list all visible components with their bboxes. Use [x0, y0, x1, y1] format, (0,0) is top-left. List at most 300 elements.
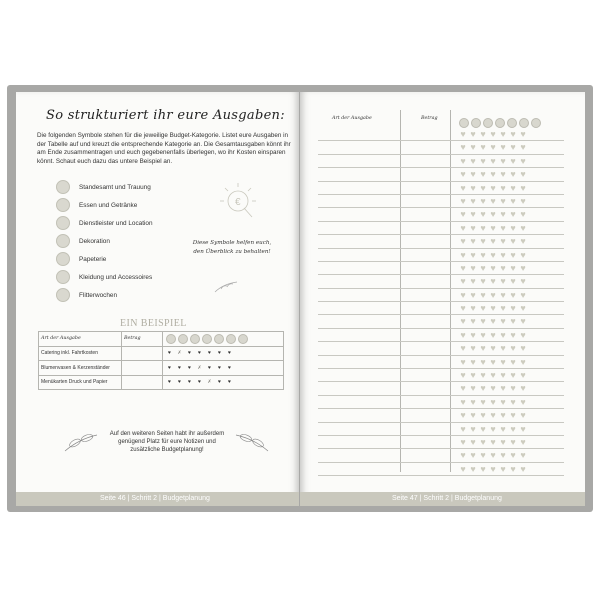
heart-icon: ♥	[490, 142, 496, 153]
heart-icon: ♥	[500, 289, 506, 300]
table-row	[318, 195, 564, 208]
heart-icon: ♥	[520, 343, 526, 354]
page-title: So strukturiert ihr eure Ausgaben:	[46, 108, 285, 123]
heart-icon: ♥	[500, 329, 506, 340]
heart-icon: ♥	[470, 236, 476, 247]
heart-icon: ♥	[490, 383, 496, 394]
category-list	[56, 178, 153, 304]
row-hearts	[458, 437, 528, 447]
heart-icon: ♥	[520, 356, 526, 367]
heart-icon: ♥	[470, 142, 476, 153]
heart-icon: ♥	[480, 356, 486, 367]
row-hearts	[458, 250, 528, 260]
heart-icon: ♥	[510, 142, 516, 153]
rings-icon	[56, 180, 70, 194]
category-label: Dienstleister und Location	[79, 219, 153, 227]
heart-icon: ♥	[460, 303, 466, 314]
heart-icon: ♥	[460, 450, 466, 461]
heart-icon: ♥	[218, 364, 222, 371]
heart-icon: ♥	[460, 463, 466, 474]
category-label: Essen und Getränke	[79, 201, 138, 209]
heart-icon: ♥	[500, 155, 506, 166]
heart-icon: ♥	[470, 222, 476, 233]
heart-icon: ♥	[178, 379, 182, 386]
row-hearts	[458, 357, 528, 367]
col-item-header: Art der Ausgabe	[39, 332, 122, 347]
heart-icon: ♥	[490, 262, 496, 273]
example-table	[38, 331, 284, 390]
heart-icon: ♥	[520, 396, 526, 407]
table-row	[318, 262, 564, 275]
heart-icon: ♥	[510, 356, 516, 367]
heart-icon: ♥	[460, 169, 466, 180]
heart-icon: ♥	[460, 329, 466, 340]
heart-icon: ♥	[510, 410, 516, 421]
heart-icon: ♥	[520, 450, 526, 461]
heart-icon: ♥	[510, 463, 516, 474]
heart-icon: ♥	[520, 142, 526, 153]
heart-icon: ♥	[470, 129, 476, 139]
heart-icon: ♥	[470, 436, 476, 447]
heart-icon: ♥	[470, 262, 476, 273]
heart-icon: ♥	[470, 276, 476, 287]
heart-icon: ♥	[208, 350, 212, 357]
heart-icon: ♥	[460, 316, 466, 327]
heart-icon: ♥	[480, 396, 486, 407]
heart-icon: ♥	[500, 370, 506, 381]
table-row	[318, 382, 564, 395]
footer-right: Seite 47 | Schritt 2 | Budgetplanung	[300, 492, 585, 506]
table-row	[318, 128, 564, 141]
right-page	[300, 92, 585, 506]
heart-icon: ♥	[510, 383, 516, 394]
heart-icon: ♥	[178, 364, 182, 371]
row-hearts	[163, 361, 284, 376]
intro-paragraph: Die folgenden Symbole stehen für die jeweilige Budget-Kategorie. Listet eure Ausgaben in der Tabelle auf und kreuzt die entsprechende Kategorie an. Die Gesamtausgaben könnt ihr am Ende zusammentragen und euch gegebenenfalls überlegen, wo ihr Kosten einsparen könnt. Schaut euch dazu das untere Beispiel an.	[37, 132, 291, 165]
row-amount	[122, 361, 163, 376]
heart-icon: ♥	[460, 370, 466, 381]
table-row	[39, 346, 284, 361]
heart-icon: ♥	[460, 155, 466, 166]
heart-icon: ♥	[510, 182, 516, 193]
row-hearts	[458, 236, 528, 246]
col-item-header: Art der Ausgabe	[332, 116, 372, 121]
heart-icon: ♥	[520, 262, 526, 273]
row-amount	[122, 346, 163, 361]
heart-icon: ♥	[470, 343, 476, 354]
row-hearts	[458, 196, 528, 206]
heart-icon: ♥	[460, 356, 466, 367]
table-row	[318, 409, 564, 422]
heart-icon: ♥	[460, 129, 466, 139]
heart-icon: ♥	[510, 209, 516, 220]
heart-icon: ♥	[490, 222, 496, 233]
heart-icon: ♥	[510, 249, 516, 260]
leaf-icon	[213, 280, 239, 294]
heart-icon: ♥	[510, 423, 516, 434]
row-hearts	[458, 410, 528, 420]
heart-icon: ♥	[470, 182, 476, 193]
heart-icon: ♥	[490, 463, 496, 474]
heart-icon: ♥	[460, 249, 466, 260]
table-row	[318, 222, 564, 235]
category-item	[56, 232, 153, 250]
heart-icon: ♥	[470, 423, 476, 434]
row-hearts	[458, 276, 528, 286]
heart-icon: ♥	[490, 423, 496, 434]
heart-icon: ♥	[500, 423, 506, 434]
row-hearts	[458, 450, 528, 460]
table-row	[318, 155, 564, 168]
table-row	[318, 369, 564, 382]
table-row	[318, 249, 564, 262]
heart-icon: ♥	[510, 262, 516, 273]
heart-icon: ♥	[510, 276, 516, 287]
heart-icon: ♥	[470, 249, 476, 260]
heart-icon: ♥	[500, 142, 506, 153]
heart-icon: ♥	[510, 436, 516, 447]
heart-icon: ♥	[490, 410, 496, 421]
row-hearts	[458, 370, 528, 380]
heart-icon: ♥	[510, 370, 516, 381]
heart-icon: ♥	[168, 379, 172, 386]
right-table-rows	[318, 128, 564, 476]
table-row	[318, 329, 564, 342]
row-hearts	[458, 343, 528, 353]
heart-icon: ♥	[460, 383, 466, 394]
row-hearts	[163, 346, 284, 361]
heart-icon: ♥	[490, 236, 496, 247]
heart-icon: ♥	[480, 236, 486, 247]
heart-icon: ♥	[520, 316, 526, 327]
heart-icon: ♥	[520, 289, 526, 300]
heart-icon: ♥	[520, 169, 526, 180]
col-amount-header: Betrag	[421, 116, 438, 121]
heart-icon: ♥	[500, 222, 506, 233]
heart-icon: ♥	[520, 129, 526, 139]
heart-icon: ♥	[510, 303, 516, 314]
heart-icon: ♥	[480, 343, 486, 354]
footer-left: Seite 46 | Schritt 2 | Budgetplanung	[16, 492, 299, 506]
heart-icon: ♥	[500, 182, 506, 193]
table-row	[318, 356, 564, 369]
heart-icon: ♥	[520, 276, 526, 287]
heart-icon: ♥	[460, 343, 466, 354]
row-hearts	[458, 169, 528, 179]
heart-icon: ♥	[520, 383, 526, 394]
heart-icon: ♥	[490, 396, 496, 407]
palm-icon	[56, 288, 70, 302]
heart-icon: ♥	[500, 396, 506, 407]
heart-icon: ♥	[500, 463, 506, 474]
lightbulb-icon	[214, 177, 262, 225]
row-hearts	[458, 183, 528, 193]
heart-icon: ♥	[460, 236, 466, 247]
heart-icon: ♥	[520, 236, 526, 247]
heart-icon: ♥	[480, 262, 486, 273]
row-amount	[122, 375, 163, 390]
row-hearts	[458, 263, 528, 273]
left-page	[16, 92, 299, 506]
cloche-icon	[56, 198, 70, 212]
heart-icon: ♥	[500, 276, 506, 287]
row-hearts	[458, 290, 528, 300]
category-label: Papeterie	[79, 255, 107, 263]
heart-icon: ♥	[480, 410, 486, 421]
heart-icon: ♥	[510, 289, 516, 300]
table-row	[39, 375, 284, 390]
script-note: Diese Symbole helfen euch, den Überblick zu behalten!	[192, 240, 272, 255]
table-row	[318, 449, 564, 462]
row-item: Menükarten Druck und Papier	[39, 375, 122, 390]
category-item	[56, 286, 153, 304]
heart-icon: ♥	[218, 379, 222, 386]
heart-icon: ♥	[520, 303, 526, 314]
heart-icon: ♥	[480, 249, 486, 260]
heart-icon: ♥	[490, 129, 496, 139]
category-item	[56, 196, 153, 214]
category-item	[56, 250, 153, 268]
heart-icon: ♥	[470, 169, 476, 180]
table-row	[318, 463, 564, 476]
dress-icon	[56, 270, 70, 284]
heart-icon: ♥	[490, 209, 496, 220]
heart-icon: ♥	[500, 262, 506, 273]
table-row	[318, 275, 564, 288]
heart-icon: ♥	[500, 410, 506, 421]
notes-text: Auf den weiteren Seiten habt ihr außerdem genügend Platz für eure Notizen und zusätzliche Budgetplanung!	[109, 431, 225, 454]
row-hearts	[458, 209, 528, 219]
heart-icon: ♥	[510, 236, 516, 247]
row-hearts	[458, 156, 528, 166]
heart-icon: ♥	[500, 316, 506, 327]
category-icons-header	[163, 332, 284, 347]
heart-icon: ♥	[460, 262, 466, 273]
heart-icon: ♥	[520, 155, 526, 166]
heart-icon: ♥	[470, 329, 476, 340]
heart-icon: ♥	[520, 370, 526, 381]
leaf-right-icon	[232, 429, 272, 455]
right-table-header	[318, 114, 564, 128]
heart-icon: ♥	[470, 195, 476, 206]
row-hearts	[458, 397, 528, 407]
heart-icon: ♥	[510, 155, 516, 166]
heart-icon: ♥	[470, 396, 476, 407]
heart-crossed-icon: ✗	[207, 379, 213, 386]
category-item	[56, 214, 153, 232]
heart-icon: ♥	[218, 350, 222, 357]
heart-icon: ♥	[520, 182, 526, 193]
heart-icon: ♥	[228, 350, 232, 357]
heart-icon: ♥	[510, 129, 516, 139]
heart-icon: ♥	[490, 450, 496, 461]
row-hearts	[458, 424, 528, 434]
heart-icon: ♥	[510, 195, 516, 206]
row-hearts	[458, 464, 528, 474]
heart-icon: ♥	[470, 450, 476, 461]
camera-icon	[56, 216, 70, 230]
heart-icon: ♥	[460, 436, 466, 447]
heart-icon: ♥	[470, 463, 476, 474]
heart-icon: ♥	[490, 356, 496, 367]
heart-icon: ♥	[228, 379, 232, 386]
heart-icon: ♥	[480, 463, 486, 474]
heart-icon: ♥	[480, 195, 486, 206]
heart-icon: ♥	[520, 329, 526, 340]
heart-icon: ♥	[500, 436, 506, 447]
heart-icon: ♥	[480, 316, 486, 327]
table-row	[318, 289, 564, 302]
heart-icon: ♥	[490, 303, 496, 314]
heart-icon: ♥	[198, 350, 202, 357]
heart-icon: ♥	[500, 236, 506, 247]
category-item	[56, 178, 153, 196]
heart-icon: ♥	[460, 209, 466, 220]
heart-icon: ♥	[490, 249, 496, 260]
heart-icon: ♥	[168, 364, 172, 371]
heart-icon: ♥	[188, 350, 192, 357]
heart-icon: ♥	[510, 222, 516, 233]
heart-icon: ♥	[470, 303, 476, 314]
heart-icon: ♥	[480, 142, 486, 153]
heart-icon: ♥	[168, 350, 172, 357]
heart-icon: ♥	[480, 383, 486, 394]
heart-icon: ♥	[460, 182, 466, 193]
heart-crossed-icon: ✗	[177, 350, 183, 357]
leaf-left-icon	[61, 429, 101, 455]
category-label: Dekoration	[79, 237, 110, 245]
heart-icon: ♥	[460, 195, 466, 206]
category-label: Standesamt und Trauung	[79, 183, 151, 191]
table-row	[318, 396, 564, 409]
heart-icon: ♥	[480, 289, 486, 300]
heart-icon: ♥	[460, 410, 466, 421]
heart-icon: ♥	[470, 209, 476, 220]
heart-icon: ♥	[520, 423, 526, 434]
row-hearts	[458, 129, 528, 139]
col-amount-header: Betrag	[122, 332, 163, 347]
table-row	[318, 342, 564, 355]
table-row	[318, 315, 564, 328]
table-row	[318, 423, 564, 436]
heart-icon: ♥	[500, 356, 506, 367]
heart-icon: ♥	[480, 329, 486, 340]
table-row	[318, 208, 564, 221]
heart-icon: ♥	[470, 316, 476, 327]
example-heading: EIN BEISPIEL	[120, 318, 187, 329]
heart-icon: ♥	[520, 436, 526, 447]
heart-icon: ♥	[510, 450, 516, 461]
heart-icon: ♥	[188, 379, 192, 386]
heart-icon: ♥	[470, 356, 476, 367]
category-label: Flitterwochen	[79, 291, 118, 299]
heart-icon: ♥	[500, 303, 506, 314]
heart-icon: ♥	[500, 195, 506, 206]
heart-icon: ♥	[510, 329, 516, 340]
row-hearts	[458, 223, 528, 233]
heart-icon: ♥	[500, 450, 506, 461]
heart-icon: ♥	[480, 209, 486, 220]
example-table-header	[39, 332, 284, 347]
heart-icon: ♥	[460, 276, 466, 287]
heart-icon: ♥	[500, 129, 506, 139]
heart-icon: ♥	[480, 436, 486, 447]
heart-icon: ♥	[480, 182, 486, 193]
letter-icon	[56, 252, 70, 266]
row-item: Catering inkl. Fahrtkosten	[39, 346, 122, 361]
heart-icon: ♥	[520, 410, 526, 421]
heart-icon: ♥	[520, 209, 526, 220]
heart-icon: ♥	[480, 129, 486, 139]
heart-icon: ♥	[520, 222, 526, 233]
row-item: Blumenvasen & Kerzenständer	[39, 361, 122, 376]
table-row	[318, 302, 564, 315]
heart-icon: ♥	[198, 379, 202, 386]
table-row	[318, 168, 564, 181]
heart-icon: ♥	[510, 343, 516, 354]
heart-icon: ♥	[500, 209, 506, 220]
heart-icon: ♥	[520, 249, 526, 260]
heart-icon: ♥	[480, 169, 486, 180]
heart-icon: ♥	[460, 396, 466, 407]
heart-icon: ♥	[480, 276, 486, 287]
heart-icon: ♥	[490, 436, 496, 447]
heart-icon: ♥	[490, 370, 496, 381]
category-item	[56, 268, 153, 286]
heart-icon: ♥	[480, 370, 486, 381]
heart-icon: ♥	[480, 423, 486, 434]
heart-icon: ♥	[510, 396, 516, 407]
heart-icon: ♥	[470, 155, 476, 166]
category-label: Kleidung und Accessoires	[79, 273, 153, 281]
row-hearts	[458, 330, 528, 340]
heart-icon: ♥	[520, 463, 526, 474]
row-hearts	[163, 375, 284, 390]
heart-icon: ♥	[460, 289, 466, 300]
table-row	[318, 182, 564, 195]
heart-icon: ♥	[500, 383, 506, 394]
heart-icon: ♥	[490, 195, 496, 206]
heart-icon: ♥	[460, 423, 466, 434]
heart-icon: ♥	[510, 169, 516, 180]
heart-icon: ♥	[480, 303, 486, 314]
heart-icon: ♥	[460, 142, 466, 153]
heart-icon: ♥	[510, 316, 516, 327]
heart-icon: ♥	[520, 195, 526, 206]
heart-icon: ♥	[490, 276, 496, 287]
heart-icon: ♥	[490, 316, 496, 327]
row-hearts	[458, 383, 528, 393]
row-hearts	[458, 303, 528, 313]
heart-icon: ♥	[470, 289, 476, 300]
heart-icon: ♥	[480, 450, 486, 461]
heart-icon: ♥	[208, 364, 212, 371]
heart-icon: ♥	[500, 169, 506, 180]
heart-icon: ♥	[500, 249, 506, 260]
heart-icon: ♥	[470, 410, 476, 421]
heart-icon: ♥	[460, 222, 466, 233]
row-hearts	[458, 316, 528, 326]
svg-text:€: €	[235, 197, 241, 208]
heart-icon: ♥	[500, 343, 506, 354]
heart-icon: ♥	[470, 383, 476, 394]
table-row	[318, 235, 564, 248]
heart-icon: ♥	[490, 343, 496, 354]
heart-icon: ♥	[470, 370, 476, 381]
heart-icon: ♥	[490, 182, 496, 193]
heart-icon: ♥	[490, 289, 496, 300]
heart-icon: ♥	[490, 169, 496, 180]
